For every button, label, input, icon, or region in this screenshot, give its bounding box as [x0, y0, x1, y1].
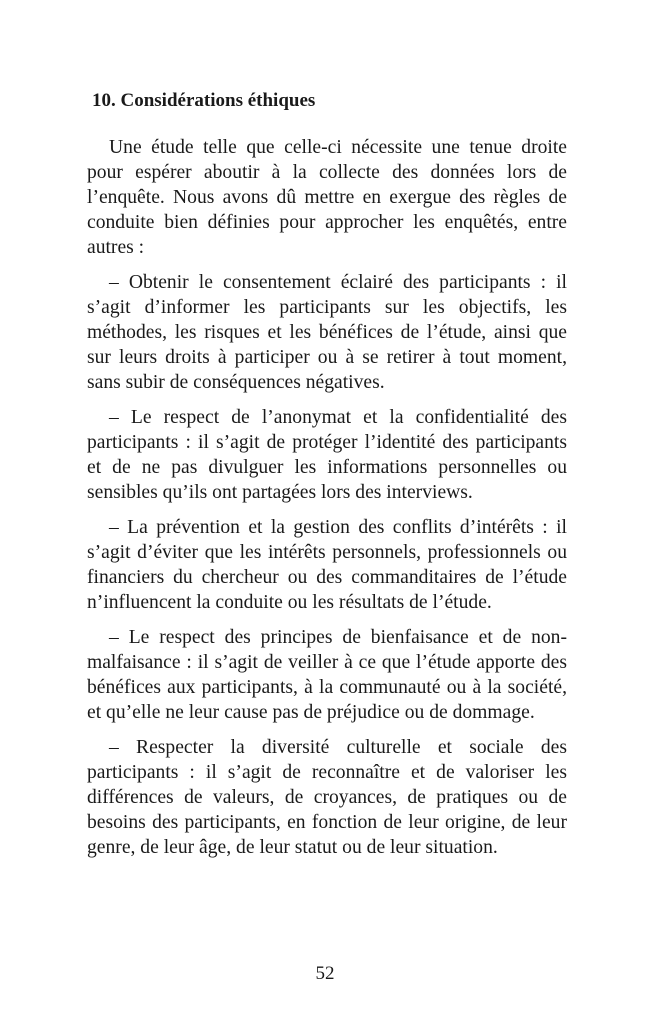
paragraph-consent: – Obtenir le consentement éclairé des participants : il s’agit d’informer les participants sur les objectifs, les méthodes, les risques et les bénéfices de l’étude, ainsi que sur leurs droits à participer ou à se retirer à tout moment, sans subir de conséquences négatives.: [87, 272, 567, 393]
paragraph-beneficence: – Le respect des principes de bienfaisance et de non-malfaisance : il s’agit de veiller à ce que l’étude apporte des bénéfices aux participants, à la communauté ou à la société, et qu’elle ne leur cause pas de préjudice ou de dommage.: [87, 627, 567, 723]
page-number: 52: [315, 963, 335, 984]
paragraph-diversity: – Respecter la diversité culturelle et sociale des participants : il s’agit de reconnaître et de valoriser les différences de valeurs, de croyances, de pratiques ou de besoins des participants, en fonction de leur origine, de leur genre, de leur âge, de leur statut ou de leur situation.: [87, 737, 567, 858]
paragraph-conflicts: – La prévention et la gestion des conflits d’intérêts : il s’agit d’éviter que les intérêts personnels, professionnels ou financiers du chercheur ou des commanditaires de l’étude n’influencent la conduite ou les résultats de l’étude.: [87, 517, 567, 613]
paragraph-anonymity: – Le respect de l’anonymat et la confidentialité des participants : il s’agit de protéger l’identité des participants et de ne pas divulguer les informations personnelles ou sensibles qu’ils ont partagées lors des interviews.: [87, 407, 567, 503]
page-body: [87, 88, 567, 870]
section-title: 10. Considérations éthiques: [92, 90, 316, 111]
paragraph-intro: Une étude telle que celle-ci nécessite une tenue droite pour espérer aboutir à la collecte des données lors de l’enquête. Nous avons dû mettre en exergue des règles de conduite bien définies pour approcher les enquêtés, entre autres :: [87, 137, 567, 258]
